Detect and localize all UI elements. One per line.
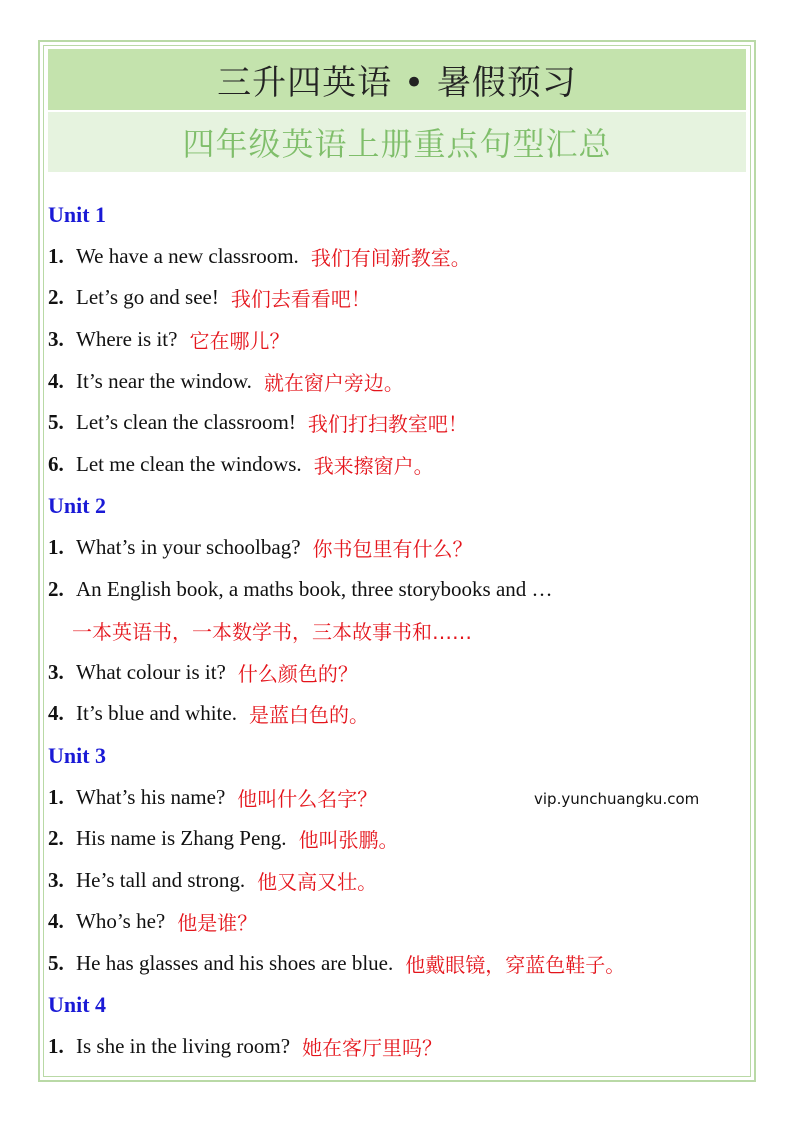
sentence-row-continuation — [48, 610, 748, 652]
item-number: 5. — [48, 950, 64, 975]
english-sentence: He’s tall and strong. — [76, 867, 246, 892]
english-sentence: He has glasses and his shoes are blue. — [76, 950, 394, 975]
sentence-row — [48, 277, 748, 319]
item-number: 2. — [48, 285, 64, 310]
chinese-translation: 他戴眼镜，穿蓝色鞋子。 — [405, 952, 626, 977]
item-number: 1. — [48, 535, 64, 560]
chinese-translation: 他又高又壮。 — [257, 869, 378, 894]
unit-heading: Unit 2 — [48, 492, 107, 518]
sentence-row — [48, 236, 748, 278]
item-number: 3. — [48, 659, 64, 684]
english-sentence: It’s blue and white. — [76, 701, 237, 726]
item-number: 3. — [48, 867, 64, 892]
item-number: 3. — [48, 327, 64, 352]
item-number: 2. — [48, 576, 64, 601]
sentence-row — [48, 527, 748, 569]
sentence-row — [48, 652, 748, 694]
sentence-row — [48, 901, 748, 943]
chinese-translation: 我来擦窗户。 — [313, 453, 434, 478]
unit-heading: Unit 4 — [48, 992, 107, 1018]
watermark: vip.yunchuangku.com — [534, 790, 700, 808]
chinese-translation: 你书包里有什么？ — [312, 537, 473, 562]
sentence-list — [48, 194, 748, 1067]
sentence-row — [48, 693, 748, 735]
english-sentence: Let’s clean the classroom! — [76, 410, 296, 435]
sentence-row — [48, 568, 748, 610]
chinese-translation: 就在窗户旁边。 — [263, 370, 404, 395]
unit-heading: Unit 3 — [48, 742, 107, 768]
english-sentence: Where is it? — [76, 327, 178, 352]
chinese-translation: 它在哪儿？ — [189, 329, 290, 354]
english-sentence: We have a new classroom. — [76, 243, 299, 268]
item-number: 4. — [48, 368, 64, 393]
item-number: 6. — [48, 451, 64, 476]
chinese-translation: 是蓝白色的。 — [248, 703, 369, 728]
chinese-translation: 我们去看看吧！ — [230, 287, 371, 312]
english-sentence: Is she in the living room? — [76, 1034, 291, 1059]
sentence-row — [48, 860, 748, 902]
english-sentence: Let me clean the windows. — [76, 451, 302, 476]
unit-heading: Unit 1 — [48, 201, 107, 227]
chinese-translation: 他叫什么名字？ — [237, 786, 378, 811]
item-number: 5. — [48, 410, 64, 435]
chinese-translation: 她在客厅里吗？ — [302, 1036, 443, 1061]
item-number: 1. — [48, 243, 64, 268]
chinese-translation: 他叫张鹏。 — [298, 828, 399, 853]
sentence-row — [48, 1026, 748, 1068]
english-sentence: What colour is it? — [76, 659, 226, 684]
sentence-row — [48, 943, 748, 985]
sentence-row — [48, 360, 748, 402]
sentence-row — [48, 444, 748, 486]
item-number: 2. — [48, 826, 64, 851]
chinese-translation: 一本英语书，一本数学书，三本故事书和…… — [72, 620, 472, 645]
chinese-translation: 我们打扫教室吧！ — [307, 412, 468, 437]
english-sentence: Who’s he? — [76, 909, 166, 934]
english-sentence: It’s near the window. — [76, 368, 252, 393]
english-sentence: An English book, a maths book, three storybooks and … — [76, 576, 553, 601]
item-number: 4. — [48, 701, 64, 726]
english-sentence: His name is Zhang Peng. — [76, 826, 287, 851]
item-number: 1. — [48, 1034, 64, 1059]
item-number: 1. — [48, 784, 64, 809]
sentence-row — [48, 319, 748, 361]
english-sentence: What’s his name? — [76, 784, 226, 809]
page-title: 三升四英语 • 暑假预习 — [48, 49, 746, 110]
chinese-translation: 他是谁？ — [177, 911, 258, 936]
english-sentence: Let’s go and see! — [76, 285, 219, 310]
english-sentence: What’s in your schoolbag? — [76, 535, 301, 560]
chinese-translation: 什么颜色的？ — [237, 661, 358, 686]
sentence-row — [48, 402, 748, 444]
chinese-translation: 我们有间新教室。 — [310, 245, 471, 270]
item-number: 4. — [48, 909, 64, 934]
page-subtitle: 四年级英语上册重点句型汇总 — [48, 112, 746, 172]
sentence-row — [48, 818, 748, 860]
